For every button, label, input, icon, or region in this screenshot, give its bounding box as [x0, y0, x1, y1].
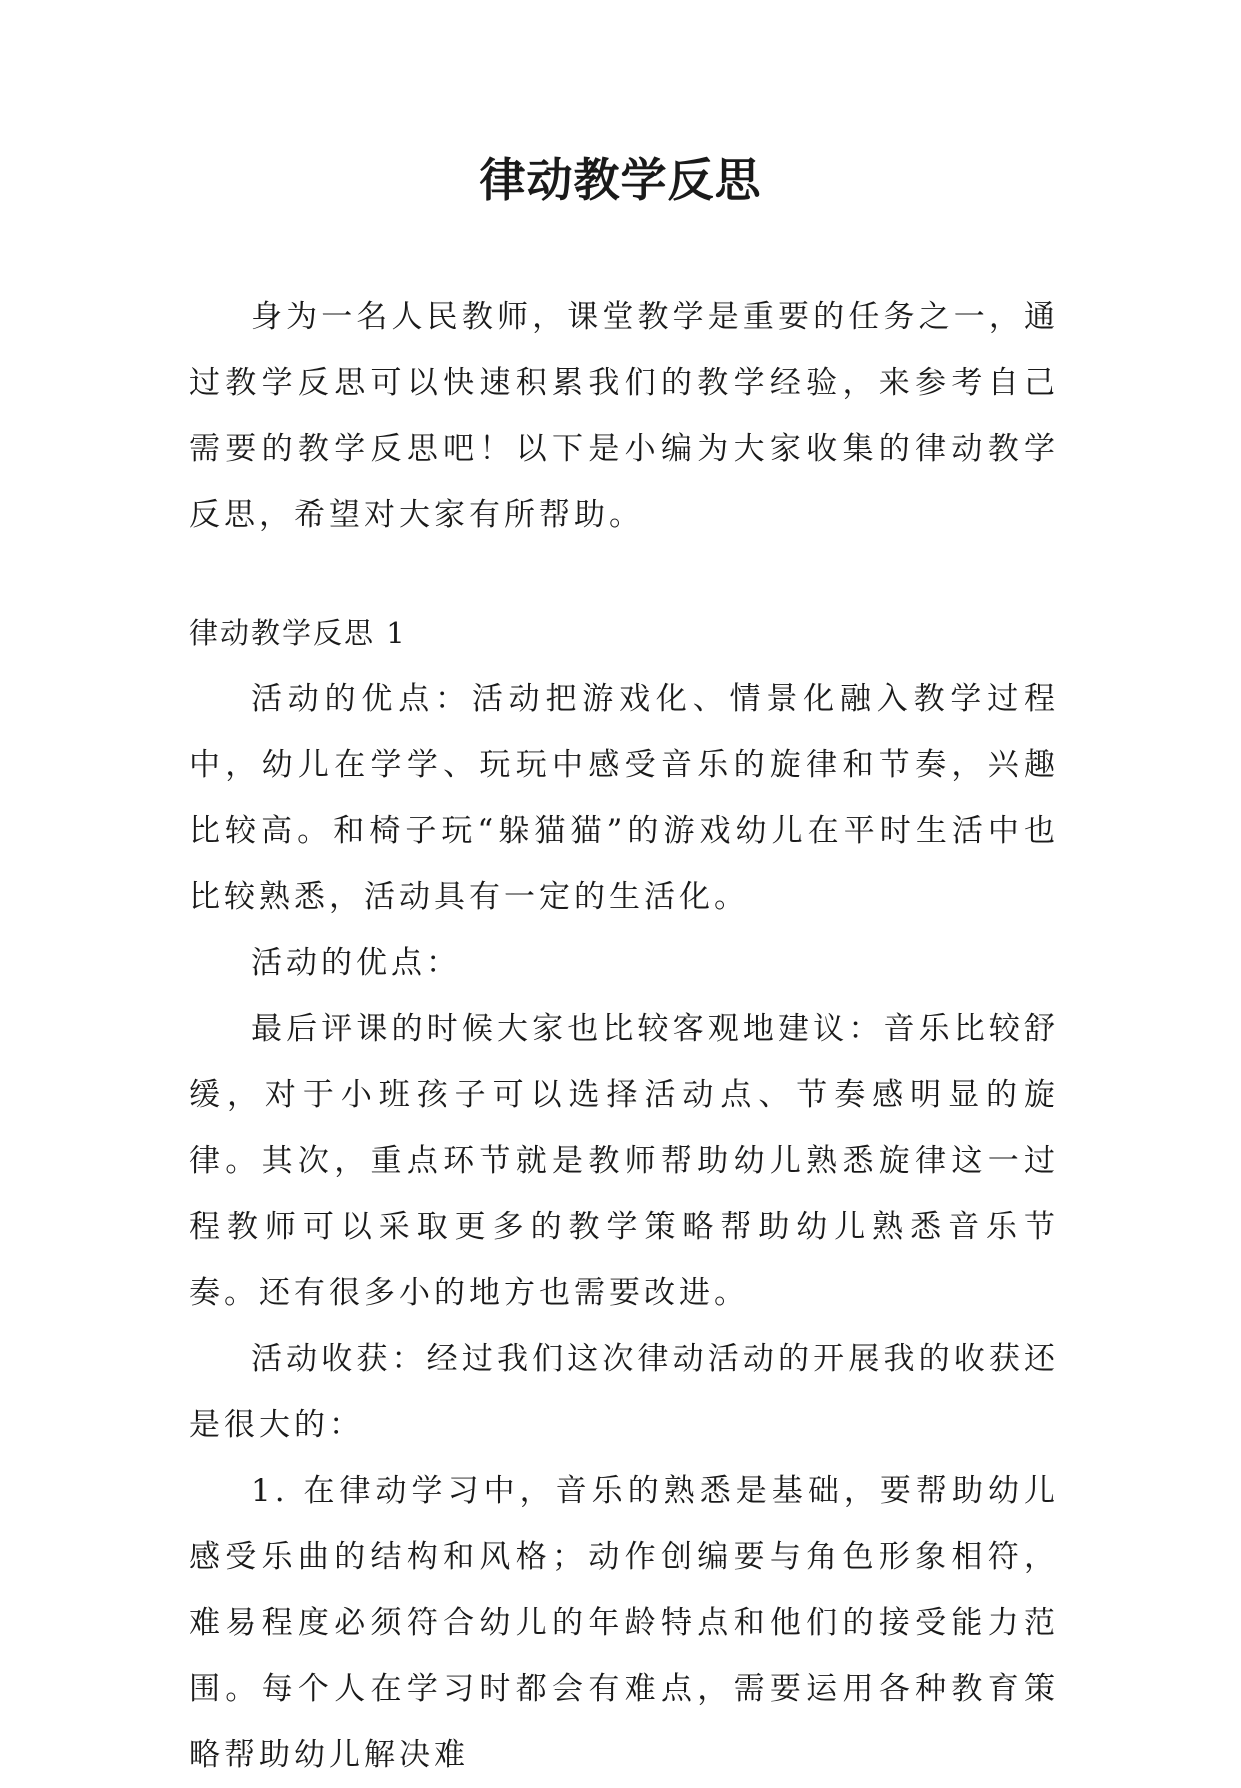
- document-title: 律动教学反思: [479, 153, 762, 207]
- body-paragraph: 最后评课的时候大家也比较客观地建议：音乐比较舒缓，对于小班孩子可以选择活动点、节奏感明显的旋律。其次，重点环节就是教师帮助幼儿熟悉旋律这一过程教师可以采取更多的教学策略帮助幼儿熟悉音乐节奏。还有很多小的地方也需要改进。: [189, 1011, 1059, 1311]
- section-spacer: [189, 548, 1059, 600]
- body-paragraph: 活动的优点：: [251, 945, 461, 981]
- body-paragraph: 1. 在律动学习中，音乐的熟悉是基础，要帮助幼儿感受乐曲的结构和风格；动作创编要与角色形象相符，难易程度必须符合幼儿的年龄特点和他们的接受能力范围。每个人在学习时都会有难点，需要运用各种教育策略帮助幼儿解决难: [189, 1473, 1059, 1773]
- intro-paragraph: 身为一名人民教师，课堂教学是重要的任务之一，通过教学反思可以快速积累我们的教学经验，来参考自己需要的教学反思吧！以下是小编为大家收集的律动教学反思，希望对大家有所帮助。: [189, 299, 1059, 533]
- body-paragraph: 活动的优点：活动把游戏化、情景化融入教学过程中，幼儿在学学、玩玩中感受音乐的旋律和节奏，兴趣比较高。和椅子玩“躲猫猫”的游戏幼儿在平时生活中也比较熟悉，活动具有一定的生活化。: [189, 681, 1059, 915]
- section-heading: 律动教学反思 1: [189, 616, 407, 650]
- body-paragraph: 活动收获：经过我们这次律动活动的开展我的收获还是很大的：: [189, 1341, 1059, 1443]
- document-body: [189, 284, 1059, 1788]
